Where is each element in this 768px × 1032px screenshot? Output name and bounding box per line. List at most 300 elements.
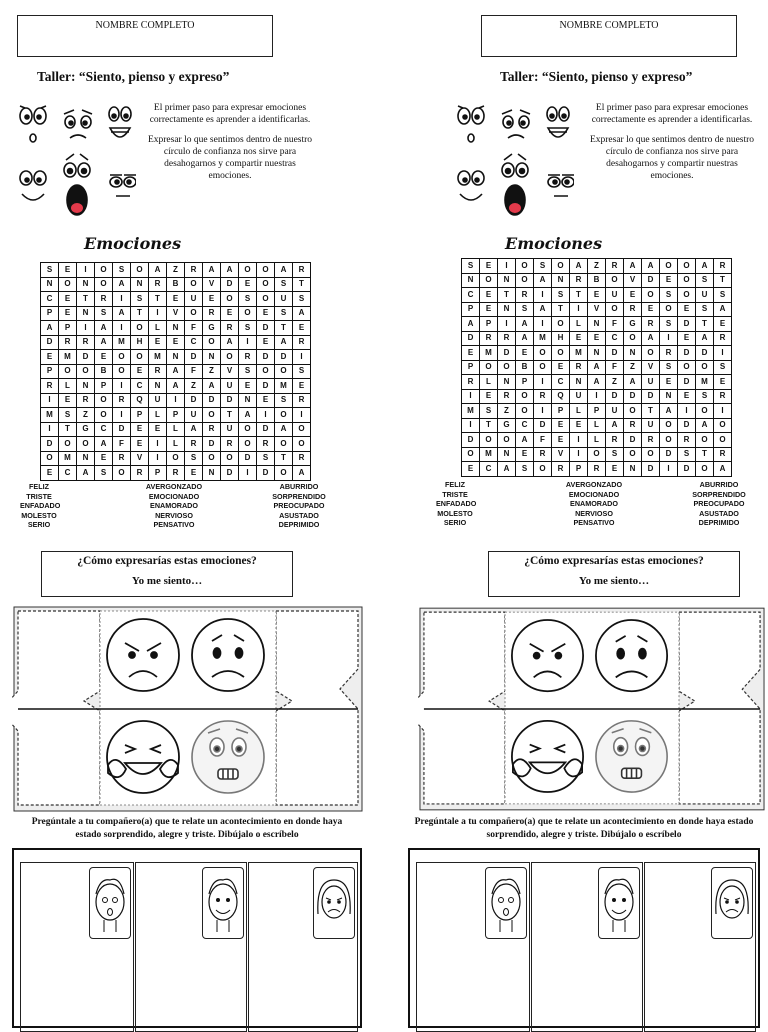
word-search-cell[interactable]: F	[185, 321, 203, 336]
word-search-cell[interactable]: F	[113, 437, 131, 452]
word-search-cell[interactable]: N	[498, 375, 516, 390]
word-search-cell[interactable]: P	[462, 302, 480, 317]
word-search-cell[interactable]: S	[714, 288, 732, 303]
word-search-cell[interactable]: O	[660, 433, 678, 448]
word-search-cell[interactable]: A	[588, 375, 606, 390]
word-search-cell[interactable]: H	[131, 335, 149, 350]
word-search-cell[interactable]: C	[606, 331, 624, 346]
word-search-cell[interactable]: E	[167, 292, 185, 307]
word-search-cell[interactable]: D	[77, 350, 95, 365]
word-search-cell[interactable]: O	[257, 277, 275, 292]
word-search-cell[interactable]: A	[498, 462, 516, 477]
word-search-cell[interactable]: D	[462, 433, 480, 448]
word-search-cell[interactable]: S	[534, 259, 552, 274]
word-search-cell[interactable]: S	[660, 317, 678, 332]
word-search-cell[interactable]: U	[606, 404, 624, 419]
word-search-cell[interactable]: O	[59, 277, 77, 292]
word-search-cell[interactable]: P	[131, 408, 149, 423]
word-search-cell[interactable]: R	[59, 335, 77, 350]
word-search-cell[interactable]: I	[239, 335, 257, 350]
word-search-cell[interactable]: S	[95, 306, 113, 321]
word-search-cell[interactable]: O	[221, 350, 239, 365]
word-search-cell[interactable]: M	[570, 346, 588, 361]
word-search-cell[interactable]: R	[221, 321, 239, 336]
word-search-cell[interactable]: E	[624, 288, 642, 303]
word-search-cell[interactable]: E	[59, 306, 77, 321]
word-search-cell[interactable]: R	[113, 451, 131, 466]
word-search-cell[interactable]: T	[59, 422, 77, 437]
word-search-cell[interactable]: P	[588, 404, 606, 419]
word-search-cell[interactable]: E	[516, 447, 534, 462]
word-search-cell[interactable]: A	[516, 433, 534, 448]
word-search-cell[interactable]: L	[149, 321, 167, 336]
word-search-cell[interactable]: A	[293, 306, 311, 321]
word-search-cell[interactable]: E	[480, 288, 498, 303]
word-search-cell[interactable]: D	[41, 335, 59, 350]
word-search-cell[interactable]: O	[113, 466, 131, 481]
word-search-cell[interactable]: E	[552, 418, 570, 433]
word-search-cell[interactable]: O	[95, 263, 113, 278]
word-search-cell[interactable]: R	[570, 273, 588, 288]
word-search-cell[interactable]: E	[59, 292, 77, 307]
word-search-cell[interactable]: O	[714, 433, 732, 448]
word-search-cell[interactable]: O	[480, 360, 498, 375]
name-field-box[interactable]	[481, 15, 737, 57]
word-search-cell[interactable]: Q	[131, 393, 149, 408]
word-search-cell[interactable]: C	[131, 379, 149, 394]
word-search-cell[interactable]: P	[480, 317, 498, 332]
word-search-cell[interactable]: O	[696, 462, 714, 477]
word-search-cell[interactable]: A	[534, 273, 552, 288]
word-search-cell[interactable]: R	[606, 259, 624, 274]
word-search-cell[interactable]: N	[77, 379, 95, 394]
word-search-cell[interactable]: A	[588, 360, 606, 375]
word-search-cell[interactable]: D	[239, 451, 257, 466]
word-search-cell[interactable]: A	[95, 437, 113, 452]
word-search-cell[interactable]: O	[552, 317, 570, 332]
word-search-cell[interactable]: D	[257, 321, 275, 336]
word-search-cell[interactable]: R	[293, 451, 311, 466]
word-search-cell[interactable]: R	[293, 393, 311, 408]
word-search-cell[interactable]: M	[59, 451, 77, 466]
word-search-cell[interactable]: T	[480, 418, 498, 433]
word-search-cell[interactable]: R	[293, 263, 311, 278]
word-search-cell[interactable]: D	[678, 346, 696, 361]
word-search-cell[interactable]: O	[239, 306, 257, 321]
word-search-cell[interactable]: Z	[77, 408, 95, 423]
word-search-cell[interactable]: A	[696, 418, 714, 433]
word-search-cell[interactable]: A	[696, 331, 714, 346]
word-search-cell[interactable]: E	[257, 306, 275, 321]
word-search-cell[interactable]: R	[516, 288, 534, 303]
word-search-cell[interactable]: C	[59, 466, 77, 481]
word-search-cell[interactable]: I	[588, 389, 606, 404]
word-search-cell[interactable]: L	[480, 375, 498, 390]
word-search-cell[interactable]: A	[516, 331, 534, 346]
word-search-cell[interactable]: S	[185, 451, 203, 466]
word-search-cell[interactable]: E	[588, 288, 606, 303]
word-search-cell[interactable]: A	[642, 259, 660, 274]
word-search-cell[interactable]: U	[185, 292, 203, 307]
word-search-cell[interactable]: D	[185, 393, 203, 408]
word-search-cell[interactable]: D	[696, 346, 714, 361]
word-search-cell[interactable]: P	[59, 321, 77, 336]
word-search-cell[interactable]: M	[149, 350, 167, 365]
word-search-cell[interactable]: N	[588, 317, 606, 332]
word-search-cell[interactable]: O	[660, 302, 678, 317]
word-search-cell[interactable]: N	[203, 350, 221, 365]
word-search-cell[interactable]: O	[534, 462, 552, 477]
word-search-cell[interactable]: R	[462, 375, 480, 390]
word-search-cell[interactable]: N	[498, 273, 516, 288]
word-search-cell[interactable]: D	[221, 277, 239, 292]
word-search-cell[interactable]: O	[462, 447, 480, 462]
word-search-cell[interactable]: O	[239, 422, 257, 437]
word-search-cell[interactable]: S	[660, 288, 678, 303]
word-search-cell[interactable]: V	[552, 447, 570, 462]
word-search-cell[interactable]: O	[624, 331, 642, 346]
word-search-cell[interactable]: A	[113, 306, 131, 321]
word-search-cell[interactable]: I	[293, 350, 311, 365]
word-search-cell[interactable]: N	[77, 306, 95, 321]
word-search-cell[interactable]: E	[41, 466, 59, 481]
word-search-cell[interactable]: L	[588, 418, 606, 433]
word-search-cell[interactable]: U	[642, 418, 660, 433]
word-search-cell[interactable]: O	[275, 437, 293, 452]
word-search-cell[interactable]: A	[570, 259, 588, 274]
word-search-cell[interactable]: O	[113, 364, 131, 379]
word-search-cell[interactable]: R	[498, 389, 516, 404]
word-search-cell[interactable]: O	[77, 437, 95, 452]
word-search-cell[interactable]: F	[185, 364, 203, 379]
word-search-cell[interactable]: O	[516, 404, 534, 419]
word-search-cell[interactable]: U	[185, 408, 203, 423]
word-search-cell[interactable]: E	[95, 451, 113, 466]
word-search-cell[interactable]: O	[624, 404, 642, 419]
word-search-cell[interactable]: E	[570, 331, 588, 346]
word-search-cell[interactable]: S	[275, 393, 293, 408]
word-search-cell[interactable]: R	[534, 389, 552, 404]
word-search-cell[interactable]: G	[624, 317, 642, 332]
word-search-cell[interactable]: S	[293, 292, 311, 307]
word-search-cell[interactable]: A	[149, 263, 167, 278]
word-search-cell[interactable]: L	[59, 379, 77, 394]
word-search-cell[interactable]: O	[41, 451, 59, 466]
word-search-cell[interactable]: T	[293, 277, 311, 292]
word-search-cell[interactable]: Z	[185, 379, 203, 394]
word-search-cell[interactable]: R	[624, 418, 642, 433]
word-search-cell[interactable]: P	[462, 360, 480, 375]
word-search-cell[interactable]: T	[221, 408, 239, 423]
word-search-cell[interactable]: A	[95, 335, 113, 350]
word-search-cell[interactable]: O	[203, 451, 221, 466]
word-search-cell[interactable]: N	[77, 277, 95, 292]
word-search-cell[interactable]: D	[642, 273, 660, 288]
word-search-cell[interactable]: O	[714, 418, 732, 433]
word-search-cell[interactable]: O	[696, 360, 714, 375]
word-search-cell[interactable]: O	[660, 259, 678, 274]
word-search-cell[interactable]: O	[275, 364, 293, 379]
word-search-cell[interactable]: I	[257, 408, 275, 423]
word-search-cell[interactable]: A	[221, 263, 239, 278]
drawing-panel[interactable]	[531, 862, 643, 1032]
word-search-cell[interactable]: P	[41, 306, 59, 321]
word-search-cell[interactable]: E	[588, 331, 606, 346]
word-search-cell[interactable]: L	[588, 433, 606, 448]
word-search-cell[interactable]: I	[41, 422, 59, 437]
word-search-cell[interactable]: A	[77, 466, 95, 481]
word-search-cell[interactable]: O	[95, 393, 113, 408]
word-search-cell[interactable]: Z	[203, 364, 221, 379]
word-search-cell[interactable]: O	[498, 433, 516, 448]
word-search-cell[interactable]: D	[185, 350, 203, 365]
word-search-cell[interactable]: R	[642, 317, 660, 332]
word-search-cell[interactable]: O	[257, 263, 275, 278]
word-search-cell[interactable]: O	[480, 273, 498, 288]
word-search-cell[interactable]: A	[624, 375, 642, 390]
word-search-cell[interactable]: N	[660, 389, 678, 404]
word-search-cell[interactable]: E	[239, 277, 257, 292]
word-search-cell[interactable]: E	[570, 418, 588, 433]
word-search-cell[interactable]: V	[167, 306, 185, 321]
word-search-cell[interactable]: E	[59, 263, 77, 278]
word-search-cell[interactable]: E	[239, 379, 257, 394]
word-search-cell[interactable]: A	[185, 422, 203, 437]
word-search-cell[interactable]: R	[588, 462, 606, 477]
word-search-cell[interactable]: I	[77, 263, 95, 278]
word-search-cell[interactable]: S	[696, 302, 714, 317]
word-search-cell[interactable]: E	[660, 273, 678, 288]
word-search-cell[interactable]: N	[167, 350, 185, 365]
word-search-cell[interactable]: D	[113, 422, 131, 437]
word-search-cell[interactable]: S	[239, 321, 257, 336]
word-search-cell[interactable]: D	[660, 447, 678, 462]
word-search-cell[interactable]: Z	[167, 263, 185, 278]
drawing-panel[interactable]	[20, 862, 134, 1032]
word-search-cell[interactable]: D	[534, 418, 552, 433]
word-search-cell[interactable]: O	[552, 259, 570, 274]
word-search-cell[interactable]: A	[167, 364, 185, 379]
word-search-cell[interactable]: O	[131, 321, 149, 336]
word-search-cell[interactable]: O	[275, 408, 293, 423]
word-search-cell[interactable]: E	[131, 422, 149, 437]
word-search-cell[interactable]: O	[59, 364, 77, 379]
word-search-cell[interactable]: O	[95, 277, 113, 292]
word-search-cell[interactable]: P	[41, 364, 59, 379]
word-search-cell[interactable]: O	[203, 408, 221, 423]
word-search-cell[interactable]: C	[462, 288, 480, 303]
word-search-cell[interactable]: P	[167, 408, 185, 423]
word-search-cell[interactable]: O	[167, 451, 185, 466]
word-search-cell[interactable]: A	[275, 335, 293, 350]
word-search-cell[interactable]: S	[660, 360, 678, 375]
word-search-cell[interactable]: R	[203, 422, 221, 437]
word-search-cell[interactable]: Z	[498, 404, 516, 419]
word-search-cell[interactable]: R	[552, 462, 570, 477]
word-search-cell[interactable]: I	[570, 433, 588, 448]
word-search-cell[interactable]: R	[149, 277, 167, 292]
word-search-cell[interactable]: N	[570, 375, 588, 390]
word-search-cell[interactable]: A	[462, 317, 480, 332]
word-search-cell[interactable]: I	[113, 292, 131, 307]
word-search-cell[interactable]: D	[678, 375, 696, 390]
word-search-cell[interactable]: D	[498, 346, 516, 361]
word-search-cell[interactable]: I	[714, 346, 732, 361]
word-search-cell[interactable]: S	[257, 451, 275, 466]
word-search-cell[interactable]: R	[167, 466, 185, 481]
word-search-cell[interactable]: O	[516, 389, 534, 404]
word-search-cell[interactable]: A	[203, 263, 221, 278]
word-search-cell[interactable]: S	[462, 259, 480, 274]
word-search-cell[interactable]: N	[239, 393, 257, 408]
word-search-cell[interactable]: C	[552, 375, 570, 390]
word-search-cell[interactable]: E	[678, 331, 696, 346]
word-search-cell[interactable]: O	[678, 273, 696, 288]
word-search-cell[interactable]: O	[95, 408, 113, 423]
word-search-cell[interactable]: C	[41, 292, 59, 307]
word-search-cell[interactable]: G	[203, 321, 221, 336]
word-search-cell[interactable]: S	[113, 263, 131, 278]
word-search-cell[interactable]: E	[221, 306, 239, 321]
word-search-cell[interactable]: T	[498, 288, 516, 303]
word-search-cell[interactable]: S	[696, 389, 714, 404]
word-search-cell[interactable]: E	[660, 375, 678, 390]
word-search-cell[interactable]: F	[606, 317, 624, 332]
word-search-cell[interactable]: E	[462, 346, 480, 361]
word-search-cell[interactable]: C	[480, 462, 498, 477]
word-search-cell[interactable]: O	[642, 447, 660, 462]
word-search-cell[interactable]: O	[588, 447, 606, 462]
word-search-cell[interactable]: I	[660, 331, 678, 346]
word-search-cell[interactable]: A	[221, 335, 239, 350]
word-search-cell[interactable]: P	[95, 379, 113, 394]
word-search-cell[interactable]: S	[696, 273, 714, 288]
word-search-cell[interactable]: I	[660, 462, 678, 477]
word-search-cell[interactable]: R	[660, 346, 678, 361]
word-search-cell[interactable]: E	[41, 350, 59, 365]
word-search-cell[interactable]: R	[113, 393, 131, 408]
word-search-cell[interactable]: E	[678, 302, 696, 317]
word-search-cell[interactable]: M	[696, 375, 714, 390]
word-search-cell[interactable]: E	[293, 321, 311, 336]
word-search-cell[interactable]: S	[275, 306, 293, 321]
word-search-cell[interactable]: E	[167, 335, 185, 350]
word-search-cell[interactable]: T	[131, 306, 149, 321]
word-search-cell[interactable]: R	[480, 331, 498, 346]
word-search-cell[interactable]: O	[678, 288, 696, 303]
word-search-cell[interactable]: E	[714, 375, 732, 390]
word-search-cell[interactable]: R	[570, 360, 588, 375]
word-search-cell[interactable]: I	[678, 404, 696, 419]
word-search-cell[interactable]: O	[221, 292, 239, 307]
drawing-panel[interactable]	[416, 862, 530, 1032]
word-search-cell[interactable]: E	[203, 292, 221, 307]
word-search-cell[interactable]: D	[221, 466, 239, 481]
word-search-cell[interactable]: S	[293, 364, 311, 379]
word-search-cell[interactable]: N	[167, 321, 185, 336]
word-search-cell[interactable]: G	[498, 418, 516, 433]
word-search-cell[interactable]: S	[95, 466, 113, 481]
word-search-cell[interactable]: D	[678, 418, 696, 433]
word-search-cell[interactable]: O	[257, 292, 275, 307]
word-search-cell[interactable]: I	[534, 288, 552, 303]
word-search-cell[interactable]: R	[185, 437, 203, 452]
word-search-cell[interactable]: I	[149, 306, 167, 321]
word-search-cell[interactable]: D	[257, 466, 275, 481]
word-search-cell[interactable]: D	[275, 350, 293, 365]
word-search-cell[interactable]: A	[660, 404, 678, 419]
word-search-cell[interactable]: N	[77, 451, 95, 466]
word-search-cell[interactable]: E	[552, 360, 570, 375]
word-search-cell[interactable]: E	[714, 317, 732, 332]
word-search-cell[interactable]: V	[642, 360, 660, 375]
word-search-cell[interactable]: D	[462, 331, 480, 346]
word-search-cell[interactable]: E	[59, 393, 77, 408]
word-search-cell[interactable]: O	[534, 346, 552, 361]
drawing-panel[interactable]	[135, 862, 247, 1032]
word-search-cell[interactable]: E	[257, 393, 275, 408]
word-search-cell[interactable]: O	[696, 433, 714, 448]
word-search-cell[interactable]: R	[624, 302, 642, 317]
word-search-cell[interactable]: E	[293, 379, 311, 394]
word-search-cell[interactable]: E	[606, 462, 624, 477]
word-search-cell[interactable]: O	[257, 364, 275, 379]
word-search-cell[interactable]: I	[534, 317, 552, 332]
word-search-cell[interactable]: O	[59, 437, 77, 452]
word-search-cell[interactable]: R	[131, 466, 149, 481]
word-search-cell[interactable]: D	[257, 379, 275, 394]
word-search-cell[interactable]: I	[498, 259, 516, 274]
word-search-cell[interactable]: D	[624, 389, 642, 404]
word-search-cell[interactable]: A	[642, 331, 660, 346]
word-search-cell[interactable]: Q	[552, 389, 570, 404]
word-search-cell[interactable]: S	[41, 263, 59, 278]
word-search-cell[interactable]: I	[293, 408, 311, 423]
word-search-cell[interactable]: T	[77, 292, 95, 307]
word-search-cell[interactable]: O	[275, 466, 293, 481]
word-search-cell[interactable]: O	[696, 404, 714, 419]
word-search-cell[interactable]: F	[534, 433, 552, 448]
word-search-cell[interactable]: B	[588, 273, 606, 288]
word-search-cell[interactable]: R	[95, 292, 113, 307]
word-search-cell[interactable]: L	[570, 404, 588, 419]
word-search-cell[interactable]: E	[131, 364, 149, 379]
word-search-cell[interactable]: E	[480, 302, 498, 317]
word-search-cell[interactable]: C	[516, 418, 534, 433]
word-search-cell[interactable]: S	[239, 292, 257, 307]
word-search-cell[interactable]: T	[552, 302, 570, 317]
word-search-cell[interactable]: O	[203, 335, 221, 350]
word-search-cell[interactable]: N	[624, 462, 642, 477]
word-search-cell[interactable]: N	[203, 466, 221, 481]
word-search-cell[interactable]: D	[203, 437, 221, 452]
word-search-cell[interactable]: Z	[624, 360, 642, 375]
word-search-cell[interactable]: I	[570, 447, 588, 462]
word-search-cell[interactable]: A	[293, 466, 311, 481]
word-search-cell[interactable]: E	[516, 346, 534, 361]
word-search-cell[interactable]: S	[516, 302, 534, 317]
word-search-cell[interactable]: P	[149, 466, 167, 481]
word-search-cell[interactable]: A	[714, 462, 732, 477]
word-search-cell[interactable]: O	[642, 288, 660, 303]
word-search-cell[interactable]: U	[696, 288, 714, 303]
word-search-cell[interactable]: I	[77, 321, 95, 336]
word-search-cell[interactable]: T	[275, 321, 293, 336]
word-search-cell[interactable]: U	[642, 375, 660, 390]
word-search-cell[interactable]: F	[606, 360, 624, 375]
word-search-cell[interactable]: S	[131, 292, 149, 307]
word-search-cell[interactable]: S	[678, 447, 696, 462]
